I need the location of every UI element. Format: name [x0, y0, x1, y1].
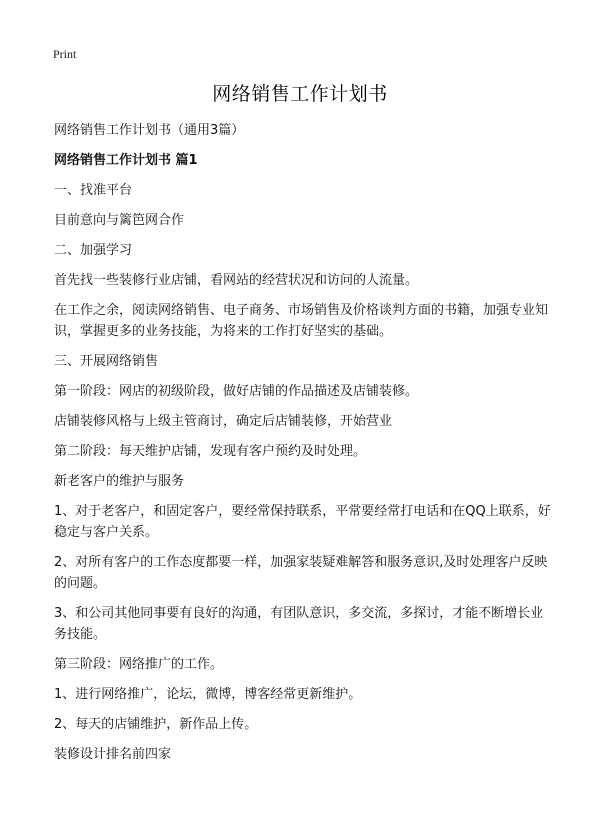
- paragraph: 店铺装修风格与上级主管商讨，确定后店铺装修，开始营业: [54, 414, 393, 429]
- paragraph: 一、找准平台: [54, 183, 133, 198]
- paragraph: 目前意向与篱笆网合作: [54, 213, 185, 228]
- paragraph: 三、开展网络销售: [54, 354, 159, 369]
- paragraph: 第一阶段：网店的初级阶段，做好店铺的作品描述及店铺装修。: [54, 384, 419, 399]
- paragraph: 2、每天的店铺维护，新作品上传。: [54, 717, 258, 732]
- print-label: Print: [53, 47, 77, 61]
- paragraph: 网络销售工作计划书（通用3篇）: [54, 123, 245, 138]
- paragraph: 在工作之余，阅读网络销售、电子商务、市场销售及价格谈判方面的书籍，加强专业知识，掌握更多的业务技能，为将来的工作打好坚实的基础。: [54, 303, 549, 339]
- paragraph: 第三阶段：网络推广的工作。: [54, 657, 224, 672]
- paragraph: 新老客户的维护与服务: [54, 474, 185, 489]
- paragraph: 2、对所有客户的工作态度都要一样，加强家装疑难解答和服务意识,及时处理客户反映的问题。: [54, 555, 548, 591]
- paragraph: 1、进行网络推广，论坛，微博，博客经常更新维护。: [54, 687, 362, 702]
- paragraph: 第二阶段：每天维护店铺，发现有客户预约及时处理。: [54, 444, 367, 459]
- paragraph: 首先找一些装修行业店铺，看网站的经营状况和访问的人流量。: [54, 273, 419, 288]
- paragraph: 装修设计排名前四家: [54, 747, 172, 762]
- paragraph: 3、和公司其他同事要有良好的沟通，有团队意识，多交流，多探讨，才能不断增长业务技能。: [54, 606, 544, 642]
- paragraph: 1、对于老客户，和固定客户，要经常保持联系，平常要经常打电话和在QQ上联系，好稳定与客户关系。: [54, 504, 551, 540]
- document-body: [54, 120, 554, 774]
- paragraph: 二、加强学习: [54, 243, 133, 258]
- section-heading: 网络销售工作计划书 篇1: [54, 153, 198, 168]
- document-title: 网络销售工作计划书: [212, 83, 388, 105]
